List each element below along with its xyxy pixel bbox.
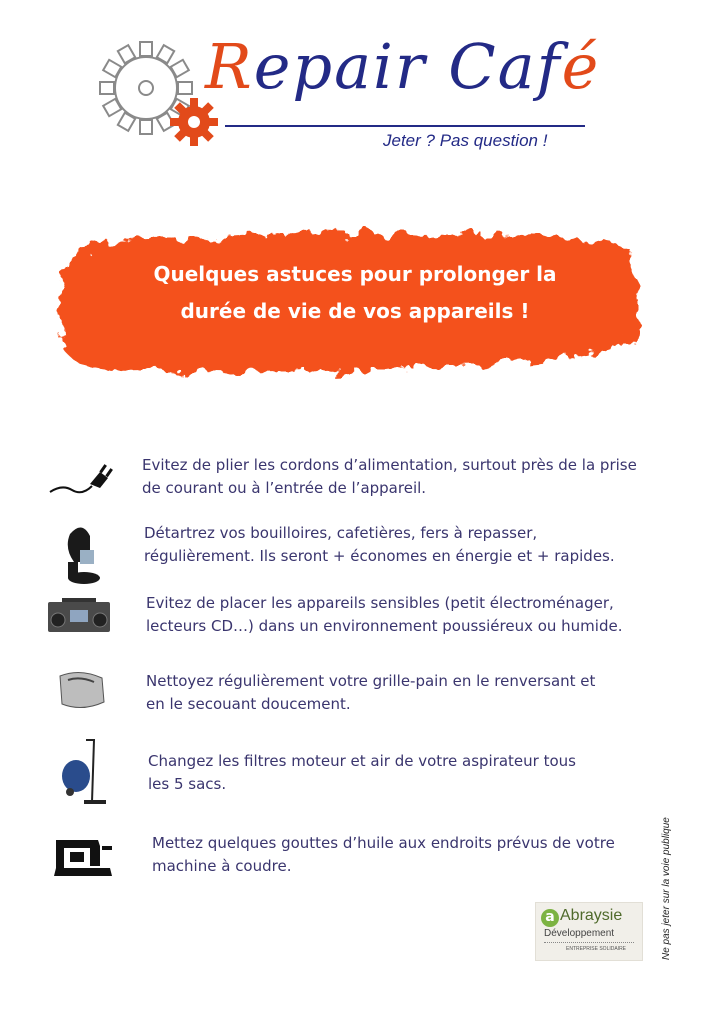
partner-divider (544, 942, 634, 943)
partner-tag: ENTREPRISE SOLIDAIRE (566, 946, 627, 952)
partner-name: Abraysie (560, 907, 623, 924)
tip-text: Evitez de placer les appareils sensibles (petit électroménager, lecteurs CD…) dans un environnement poussiéreux ou humide. (146, 594, 623, 635)
banner-line-2: durée de vie de vos appareils ! (180, 299, 530, 323)
power-plug-icon (40, 454, 120, 526)
tagline: Jeter ? Pas question ! (383, 131, 548, 150)
tip-item (40, 592, 680, 664)
tip-text: Détartrez vos bouilloires, cafetières, fers à repasser, régulièrement. Ils seront + économes en énergie et + rapides. (144, 524, 615, 565)
brand-underline (225, 125, 585, 127)
partner-logo (535, 902, 643, 961)
banner-line-1: Quelques astuces pour prolonger la (153, 262, 557, 286)
boombox-icon (40, 592, 120, 664)
vacuum-cleaner-icon (40, 736, 120, 808)
toaster-icon (40, 670, 120, 742)
sewing-machine-icon (40, 832, 120, 904)
tip-text: Mettez quelques gouttes d’huile aux endroits prévus de votre machine à coudre. (152, 834, 615, 875)
tip-item (40, 670, 680, 742)
brand-title: Repair Café (205, 30, 601, 103)
tip-item (40, 750, 680, 822)
tip-text: Nettoyez régulièrement votre grille-pain en le renversant et en le secouant doucement. (146, 672, 596, 713)
tip-item (40, 832, 680, 904)
tip-item (40, 522, 680, 594)
side-note: Ne pas jeter sur la voie publique (661, 817, 672, 960)
partner-subtitle: Développement (544, 928, 615, 939)
partner-logo-mark: a (541, 909, 559, 927)
tip-text: Changez les filtres moteur et air de votre aspirateur tous les 5 sacs. (148, 752, 576, 793)
tip-text: Evitez de plier les cordons d’alimentation, surtout près de la prise de courant ou à l’entrée de l’appareil. (142, 456, 637, 497)
coffee-machine-icon (40, 522, 120, 594)
tip-item (40, 454, 680, 526)
banner-title (120, 256, 590, 330)
